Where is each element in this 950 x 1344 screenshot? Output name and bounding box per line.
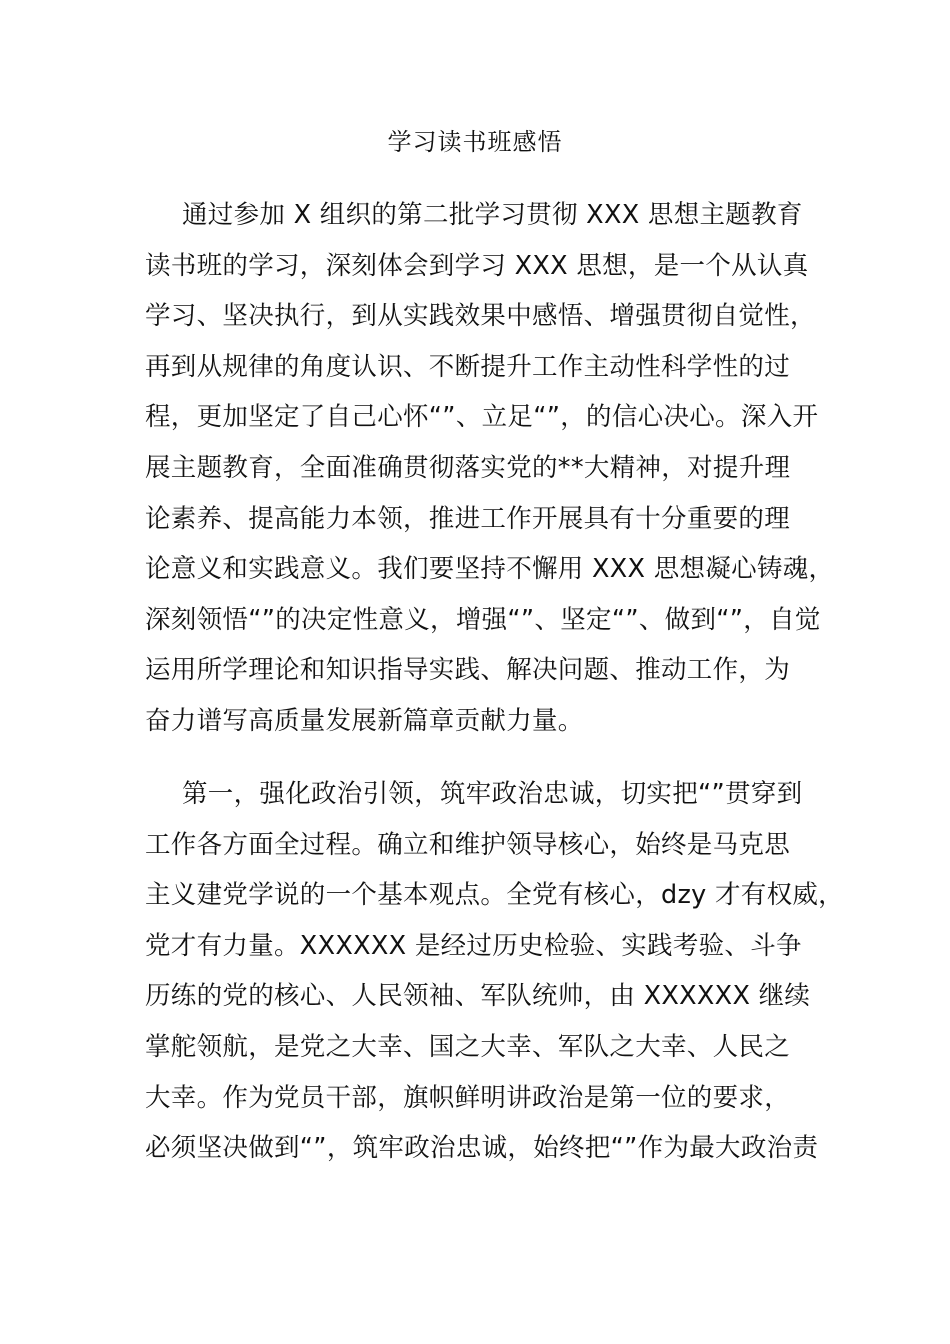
paragraph-2 bbox=[145, 773, 845, 1178]
text-line: 运用所学理论和知识指导实践、解决问题、推动工作，为 bbox=[145, 655, 791, 686]
text-line: 奋力谱写高质量发展新篇章贡献力量。 bbox=[145, 705, 584, 736]
document-title: 学习读书班感悟 bbox=[387, 128, 563, 156]
text-line: 程，更加坚定了自己心怀“”、立足“”，的信心决心。深入开 bbox=[145, 402, 819, 433]
text-line: 论意义和实践意义。我们要坚持不懈用 XXX 思想凝心铸魂， bbox=[145, 554, 835, 585]
text-line: 第一，强化政治引领，筑牢政治忠诚，切实把“”贯穿到 bbox=[182, 779, 803, 809]
paragraph-1 bbox=[145, 194, 845, 751]
text-line: 党才有力量。XXXXXX 是经过历史检验、实践考验、斗争 bbox=[145, 930, 802, 961]
text-line: 读书班的学习，深刻体会到学习 XXX 思想，是一个从认真 bbox=[145, 250, 809, 281]
text-line: 通过参加 X 组织的第二批学习贯彻 XXX 思想主题教育 bbox=[182, 200, 803, 230]
text-line: 论素养、提高能力本领，推进工作开展具有十分重要的理 bbox=[145, 503, 791, 534]
text-line: 展主题教育，全面准确贯彻落实党的**大精神，对提升理 bbox=[145, 452, 791, 483]
text-line: 深刻领悟“”的决定性意义，增强“”、坚定“”、做到“”，自觉 bbox=[145, 604, 821, 635]
text-line: 历练的党的核心、人民领袖、军队统帅，由 XXXXXX 继续 bbox=[145, 981, 811, 1012]
text-line: 掌舵领航，是党之大幸、国之大幸、军队之大幸、人民之 bbox=[145, 1031, 791, 1062]
text-line: 必须坚决做到“”，筑牢政治忠诚，始终把“”作为最大政治责 bbox=[145, 1133, 819, 1164]
text-line: 大幸。作为党员干部，旗帜鲜明讲政治是第一位的要求， bbox=[145, 1082, 791, 1113]
text-line: 工作各方面全过程。确立和维护领导核心，始终是马克思 bbox=[145, 829, 791, 860]
text-line: 学习、坚决执行，到从实践效果中感悟、增强贯彻自觉性， bbox=[145, 301, 816, 332]
text-line: 主义建党学说的一个基本观点。全党有核心，dzy 才有权威， bbox=[145, 880, 844, 911]
text-line: 再到从规律的角度认识、不断提升工作主动性科学性的过 bbox=[145, 351, 791, 382]
